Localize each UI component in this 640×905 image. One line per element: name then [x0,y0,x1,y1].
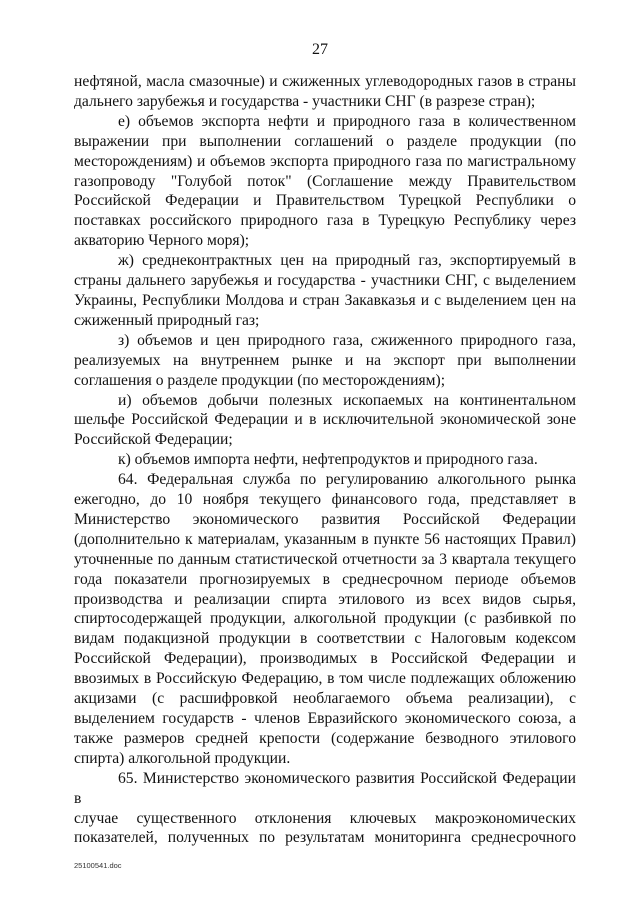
text-line: акваторию Черного моря); [74,232,250,250]
text-line: нефтяной, масла смазочные) и сжиженных углеводородных газов в страны [74,73,576,90]
text-line: страны дальнего зарубежья и государства - участники СНГ, с выделением [74,272,576,290]
paragraph [74,391,576,451]
text-line: дальнего зарубежья и государства - участники СНГ (в разрезе стран); [74,92,536,110]
paragraph [74,72,576,112]
text-line: ввозимых в Российскую Федерацию, в том числе подлежащих обложению [74,670,576,688]
text-line: Российской Федерации; [74,431,233,449]
page-number: 27 [312,41,328,58]
text-line: уточненные по данным статистической отчетности за 3 квартала текущего [74,550,576,568]
text-line: Украины, Республики Молдова и стран Закавказья и с выделением цен на [74,291,576,309]
paragraph [74,112,576,251]
text-line: 65. Министерство экономического развития Российской Федерации в [74,769,576,807]
text-line: выделением государств - членов Евразийского экономического союза, а [74,710,576,727]
text-line: видам подакцизной продукции в соответствии с Налоговым кодексом [74,630,576,648]
text-line: спиртосодержащей продукции, алкогольной продукции (с разбивкой по [74,610,576,628]
text-line: Российской Федерации), производимых в Российской Федерации и [74,650,576,668]
text-line: также размеров средней крепости (содержание безводного этилового [74,729,576,747]
text-line: месторождениям) и объемов экспорта природного газа по магистральному [74,152,576,170]
text-line: Российской Федерации и Правительством Турецкой Республики о [74,192,576,210]
text-line: ж) среднеконтрактных цен на природный газ, экспортируемый в [118,252,576,270]
file-name-footer: 25100541.doc [74,861,122,870]
text-line: е) объемов экспорта нефти и природного газа в количественном [118,112,576,130]
paragraph [74,331,576,391]
text-line: ежегодно, до 10 ноября текущего финансового года, представляет в [74,491,576,509]
text-line: выражении при выполнении соглашений о разделе продукции (по [74,132,576,150]
text-line: 64. Федеральная служба по регулированию алкогольного рынка [118,471,576,489]
document-body [74,72,576,848]
text-line: з) объемов и цен природного газа, сжиженного природного газа, [118,331,576,349]
paragraph [74,470,576,769]
paragraph [74,251,576,331]
paragraph [74,450,576,470]
text-line: газопроводу "Голубой поток" (Соглашение между Правительством [74,172,576,190]
text-line: (дополнительно к материалам, указанным в пункте 56 настоящих Правил) [74,530,576,548]
text-line: и) объемов добычи полезных ископаемых на континентальном [118,391,576,409]
text-line: спирта) алкогольной продукции. [74,749,291,767]
text-line: сжиженный природный газ; [74,311,260,329]
text-line: Министерство экономического развития Российской Федерации [74,510,576,528]
paragraph [74,769,576,849]
text-line: реализуемых на внутреннем рынке и на экспорт при выполнении [74,351,576,369]
text-line: случае существенного отклонения ключевых макроэкономических [74,809,576,827]
text-line: года показатели прогнозируемых в среднесрочном периоде объемов [74,570,576,588]
text-line: шельфе Российской Федерации и в исключительной экономической зоне [74,411,576,429]
text-line: производства и реализации спирта этилового из всех видов сырья, [74,590,576,608]
text-line: к) объемов импорта нефти, нефтепродуктов и природного газа. [118,451,538,469]
text-line: акцизами (с расшифровкой необлагаемого объема реализации), с [74,690,576,708]
text-line: показателей, полученных по результатам мониторинга среднесрочного [74,829,576,847]
text-line: соглашения о разделе продукции (по месторождениям); [74,371,446,389]
text-line: поставках российского природного газа в Турецкую Республику через [74,212,576,230]
